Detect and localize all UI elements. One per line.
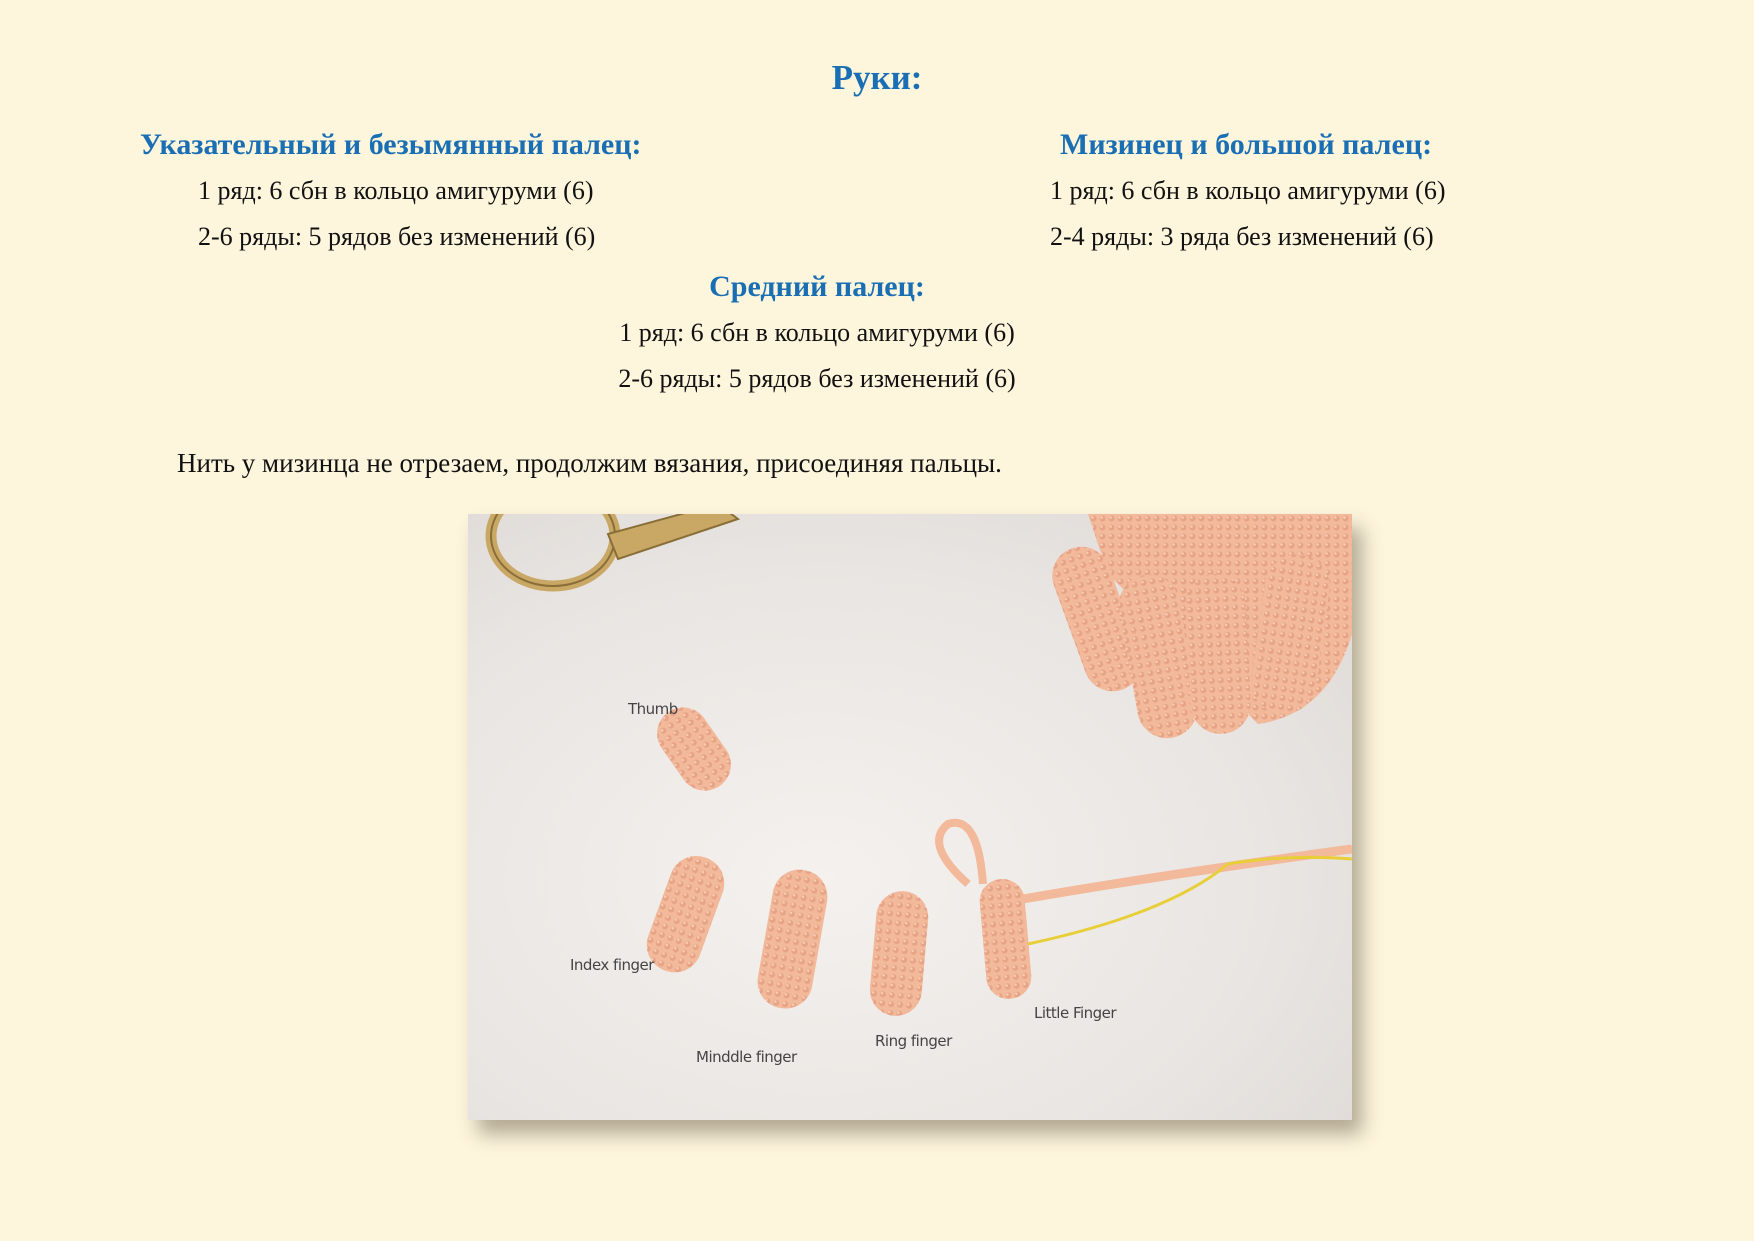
little-finger-piece: [939, 823, 1352, 1001]
middle-finger-row-1: 1 ряд: 6 сбн в кольцо амигуруми (6): [619, 318, 1015, 347]
little-thumb-section: [1050, 128, 1610, 252]
index-ring-heading: Указательный и безымянный палец:: [140, 128, 642, 161]
middle-finger-piece: [753, 865, 831, 1012]
middle-finger-row-2: 2-6 ряды: 5 рядов без изменений (6): [618, 364, 1016, 393]
little-thumb-heading: Мизинец и большой палец:: [1060, 128, 1433, 161]
index-ring-row-2: 2-6 ряды: 5 рядов без изменений (6): [198, 222, 596, 251]
ring-finger-label: Ring finger: [875, 1032, 952, 1050]
index-ring-section: [140, 128, 780, 252]
thumb-label: Thumb: [628, 700, 678, 718]
middle-finger-section: [0, 270, 1754, 394]
ring-finger-piece: [868, 889, 931, 1018]
scissors-icon: [491, 514, 738, 586]
index-ring-row-1: 1 ряд: 6 сбн в кольцо амигуруми (6): [198, 176, 594, 205]
fingers-illustration: [468, 514, 1352, 1120]
middle-finger-label: Minddle finger: [696, 1048, 797, 1066]
middle-finger-heading: Средний палец:: [709, 270, 925, 303]
index-finger-label: Index finger: [570, 956, 654, 974]
crochet-hand-icon: [1044, 514, 1352, 743]
instruction-note: Нить у мизинца не отрезаем, продолжим вязания, присоединяя пальцы.: [177, 448, 1002, 478]
little-thumb-row-2: 2-4 ряды: 3 ряда без изменений (6): [1050, 222, 1434, 251]
fingers-photo: [468, 514, 1352, 1120]
little-finger-label: Little Finger: [1034, 1004, 1117, 1022]
little-thumb-row-1: 1 ряд: 6 сбн в кольцо амигуруми (6): [1050, 176, 1446, 205]
page-title: Руки:: [831, 58, 923, 97]
